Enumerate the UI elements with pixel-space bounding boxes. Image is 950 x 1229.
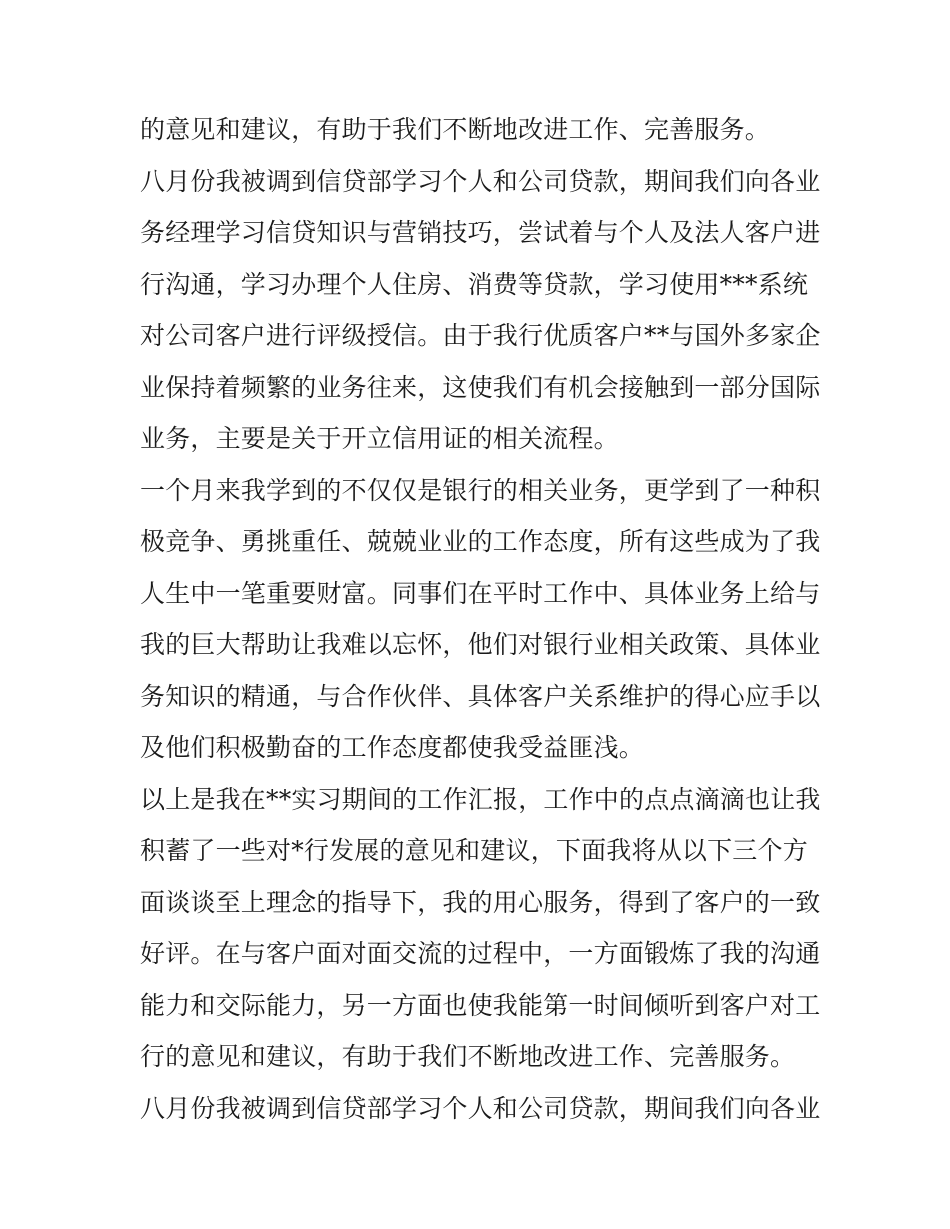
text-line: 业务，主要是关于开立信用证的相关流程。	[140, 424, 619, 453]
text-line: 业保持着频繁的业务往来，这使我们有机会接触到一部分国际	[140, 372, 821, 402]
text-line: 务经理学习信贷知识与营销技巧，尝试着与个人及法人客户进	[140, 218, 821, 247]
body-text	[140, 104, 820, 1134]
text-line: 务知识的精通，与合作伙伴、具体客户关系维护的得心应手以	[140, 681, 821, 711]
text-line: 以上是我在**实习期间的工作汇报，工作中的点点滴滴也让我	[140, 784, 821, 814]
text-line: 对公司客户进行评级授信。由于我行优质客户**与国外多家企	[140, 321, 821, 350]
text-line: 积蓄了一些对*行发展的意见和建议，下面我将从以下三个方	[140, 836, 808, 865]
text-line: 面谈谈至上理念的指导下，我的用心服务，得到了客户的一致	[140, 887, 821, 917]
text-line: 的意见和建议，有助于我们不断地改进工作、完善服务。	[140, 115, 771, 144]
text-line: 我的巨大帮助让我难以忘怀，他们对银行业相关政策、具体业	[140, 630, 821, 659]
text-line: 行沟通，学习办理个人住房、消费等贷款，学习使用***系统	[140, 269, 809, 299]
text-line: 极竞争、勇挑重任、兢兢业业的工作态度，所有这些成为了我	[140, 527, 821, 556]
text-line: 及他们积极勤奋的工作态度都使我受益匪浅。	[140, 733, 645, 762]
text-line: 八月份我被调到信贷部学习个人和公司贷款，期间我们向各业	[140, 1093, 821, 1123]
text-line: 好评。在与客户面对面交流的过程中，一方面锻炼了我的沟通	[140, 939, 821, 968]
text-line: 能力和交际能力，另一方面也使我能第一时间倾听到客户对工	[140, 990, 821, 1020]
text-line: 一个月来我学到的不仅仅是银行的相关业务，更学到了一种积	[140, 475, 821, 505]
text-line: 人生中一笔重要财富。同事们在平时工作中、具体业务上给与	[140, 578, 821, 608]
text-line: 八月份我被调到信贷部学习个人和公司贷款，期间我们向各业	[140, 166, 821, 196]
text-line: 行的意见和建议，有助于我们不断地改进工作、完善服务。	[140, 1042, 796, 1071]
